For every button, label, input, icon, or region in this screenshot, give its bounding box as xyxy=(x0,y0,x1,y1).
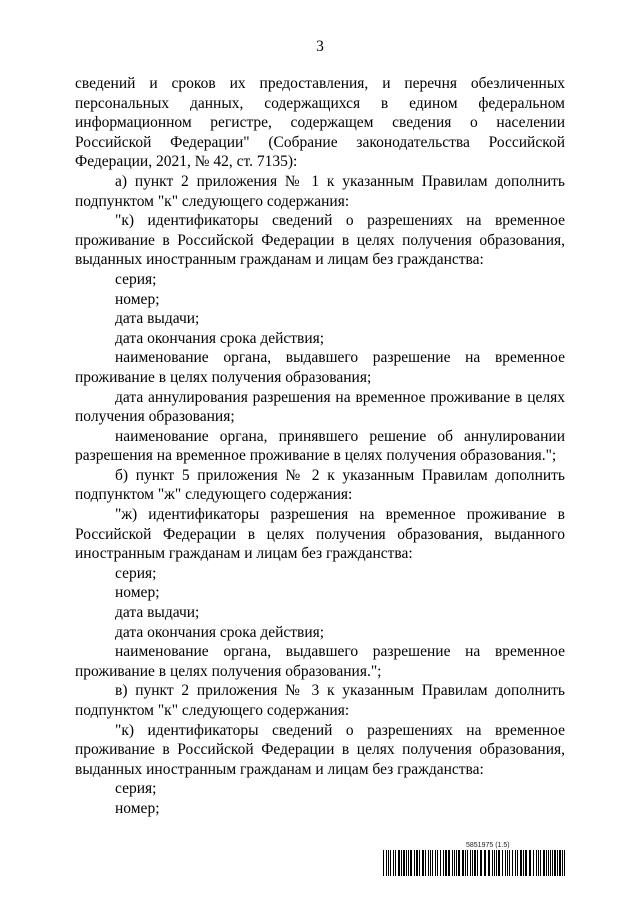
barcode-bar xyxy=(458,850,460,876)
barcode-bar xyxy=(422,850,424,876)
barcode-bar xyxy=(454,850,455,876)
paragraph: дата окончания срока действия; xyxy=(115,623,325,641)
barcode-bar xyxy=(515,850,516,876)
barcode-bar xyxy=(452,850,453,876)
page-number: 3 xyxy=(316,38,324,55)
barcode-bar xyxy=(505,850,506,876)
barcode-bar xyxy=(562,850,563,876)
barcode-bar xyxy=(388,850,389,876)
barcode-bar xyxy=(408,850,409,876)
barcode xyxy=(383,850,566,876)
barcode-bar xyxy=(559,850,561,876)
paragraph: номер; xyxy=(115,584,160,602)
barcode-bar xyxy=(523,850,524,876)
barcode-bar xyxy=(474,850,476,876)
paragraph: наименование органа, выдавшего разрешение на временное проживание в целях получения образования."; xyxy=(75,643,565,680)
paragraph: сведений и сроков их предоставления, и перечня обезличенных персональных данных, содержащихся в едином федеральном информационном регистре, содержащем сведения о населении Российской Федерации" (Собрание законодательства Российской Федерации, 2021, № 42, ст. 7135): xyxy=(75,75,565,171)
paragraph: номер; xyxy=(115,290,160,308)
paragraph: "к) идентификаторы сведений о разрешениях на временное проживание в Российской Федерации в целях получения образования, выданных иностранным гражданам и лицам без гражданства: xyxy=(75,721,565,778)
barcode-bar xyxy=(496,850,497,876)
paragraph: серия; xyxy=(115,780,157,798)
barcode-bar xyxy=(383,850,384,876)
barcode-bar xyxy=(465,850,466,876)
barcode-bar xyxy=(533,850,534,876)
barcode-bar xyxy=(440,850,441,876)
barcode-code: 5851975 (1.5) xyxy=(466,842,510,849)
barcode-bar xyxy=(536,850,537,876)
barcode-bar xyxy=(386,850,387,876)
barcode-bar xyxy=(554,850,556,876)
barcode-bar xyxy=(428,850,429,876)
barcode-bar xyxy=(540,850,541,876)
barcode-bar xyxy=(456,850,457,876)
barcode-bar xyxy=(492,850,493,876)
barcode-bar xyxy=(393,850,394,876)
barcode-bar xyxy=(470,850,471,876)
barcode-bar xyxy=(406,850,407,876)
barcode-bar xyxy=(525,850,527,876)
paragraph: а) пункт 2 приложения № 1 к указанным Правилам дополнить подпунктом "к" следующего содержания: xyxy=(75,172,565,210)
paragraph: дата аннулирования разрешения на временное проживание в целях получения образования; xyxy=(75,388,565,426)
barcode-bar xyxy=(498,850,500,876)
paragraph: "ж) идентификаторы разрешения на временное проживание в Российской Федерации в целях получения образования, выданного иностранным гражданам и лицам без гражданства: xyxy=(75,506,565,563)
barcode-bar xyxy=(507,850,508,876)
barcode-bar xyxy=(414,850,415,876)
barcode-bar xyxy=(467,850,468,876)
barcode-bar xyxy=(477,850,478,876)
barcode-bar xyxy=(509,850,510,876)
barcode-bar xyxy=(443,850,444,876)
barcode-bar xyxy=(472,850,473,876)
barcode-bar xyxy=(488,850,490,876)
barcode-bar xyxy=(512,850,513,876)
paragraph: наименование органа, принявшего решение об аннулировании разрешения на временное проживание в целях получения образования."; xyxy=(75,427,565,465)
barcode-bar xyxy=(550,850,551,876)
paragraph: серия; xyxy=(115,270,157,288)
barcode-bar xyxy=(398,850,400,876)
paragraph: дата выдачи; xyxy=(115,310,200,328)
barcode-bar xyxy=(425,850,426,876)
paragraph: в) пункт 2 приложения № 3 к указанным Правилам дополнить подпунктом "к" следующего содержания: xyxy=(75,682,565,719)
barcode-bar xyxy=(419,850,420,876)
barcode-bar xyxy=(543,850,545,876)
barcode-bar xyxy=(462,850,464,876)
paragraph: дата окончания срока действия; xyxy=(115,329,325,347)
paragraph: наименование органа, выдавшего разрешение на временное проживание в целях получения образования; xyxy=(75,349,565,386)
barcode-bar xyxy=(395,850,396,876)
barcode-bar xyxy=(445,850,447,876)
barcode-bar xyxy=(548,850,549,876)
barcode-bar xyxy=(520,850,522,876)
barcode-bar xyxy=(517,850,518,876)
barcode-bar xyxy=(390,850,391,876)
barcode-bar xyxy=(437,850,438,876)
barcode-bar xyxy=(416,850,418,876)
barcode-bar xyxy=(430,850,431,876)
barcode-bar xyxy=(484,850,486,876)
barcode-bar xyxy=(432,850,433,876)
barcode-bar xyxy=(403,850,405,876)
paragraph: б) пункт 5 приложения № 2 к указанным Правилам дополнить подпунктом "ж" следующего содержания: xyxy=(75,466,565,504)
paragraph: "к) идентификаторы сведений о разрешениях на временное проживание в Российской Федерации в целях получения образования, выданных иностранным гражданам и лицам без гражданства: xyxy=(75,212,565,269)
barcode-bar xyxy=(529,850,531,876)
barcode-bar xyxy=(502,850,503,876)
barcode-bar xyxy=(552,850,553,876)
barcode-bar xyxy=(435,850,436,876)
barcode-bar xyxy=(448,850,450,876)
paragraph: дата выдачи; xyxy=(115,604,200,622)
barcode-bar xyxy=(538,850,539,876)
barcode-bar xyxy=(557,850,558,876)
paragraph: номер; xyxy=(115,799,160,817)
barcode-bar xyxy=(546,850,547,876)
document-body xyxy=(75,74,565,819)
barcode-bar xyxy=(410,850,412,876)
barcode-bar xyxy=(480,850,482,876)
barcode-bar xyxy=(494,850,495,876)
paragraph: серия; xyxy=(115,564,157,582)
barcode-bar xyxy=(401,850,402,876)
barcode-bar xyxy=(564,850,565,876)
